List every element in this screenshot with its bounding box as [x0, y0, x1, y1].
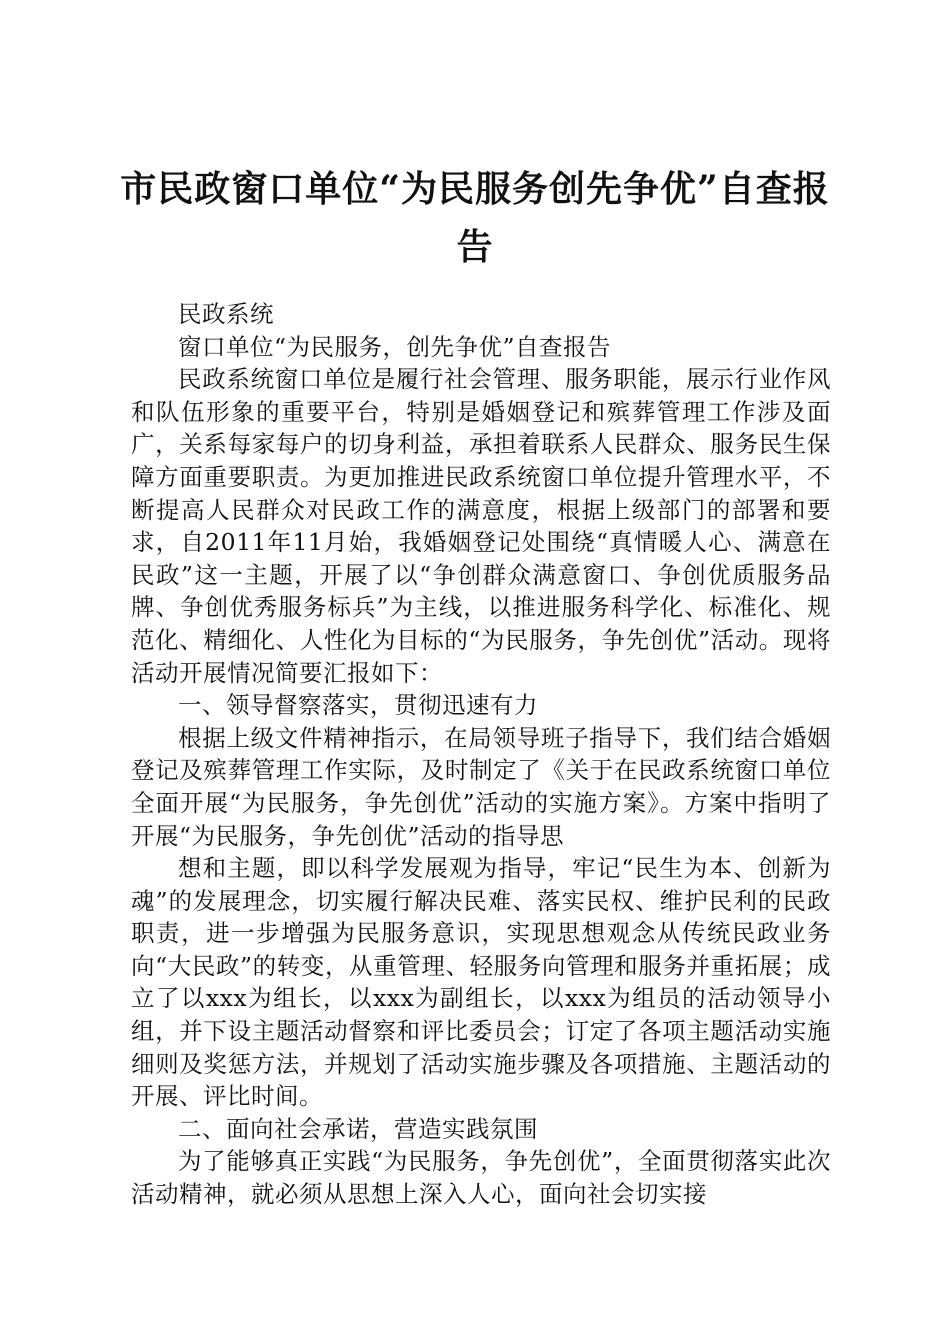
paragraph-department: 民政系统 — [178, 300, 274, 328]
section-heading-2: 二、面向社会承诺，营造实践氛围 — [178, 1114, 538, 1143]
paragraph-section-2: 为了能够真正实践“为民服务，争先创优”，全面贯彻落实此次活动精神，就必须从思想上深入人心，面向社会切实接 — [131, 1147, 831, 1209]
document-body — [131, 298, 831, 1211]
section-heading-1: 一、领导督察落实，贯彻迅速有力 — [178, 691, 538, 720]
paragraph-subtitle: 窗口单位“为民服务，创先争优”自查报告 — [178, 332, 612, 361]
document-title: 市民政窗口单位“为民服务创先争优”自查报告 — [120, 168, 830, 268]
paragraph-section-1b: 想和主题，即以科学发展观为指导，牢记“民生为本、创新为魂”的发展理念，切实履行解决民难、落实民权、维护民利的民政职责，进一步增强为民服务意识，实现思想观念从传统民政业务向“大民政”的转变，从重管理、轻服务向管理和服务并重拓展；成立了以xxx为组长，以xxx为副组长，以xxx为组员的活动领导小组，并下设主题活动督察和评比委员会；订定了各项主题活动实施细则及奖惩方法，并规划了活动实施步骤及各项措施、主题活动的开展、评比时间。 — [131, 854, 831, 1111]
paragraph-section-1a: 根据上级文件精神指示，在局领导班子指导下，我们结合婚姻登记及殡葬管理工作实际，及时制定了《关于在民政系统窗口单位全面开展“为民服务，争先创优”活动的实施方案》。方案中指明了开展“为民服务，争先创优”活动的指导思 — [131, 723, 831, 850]
paragraph-intro: 民政系统窗口单位是履行社会管理、服务职能，展示行业作风和队伍形象的重要平台，特别是婚姻登记和殡葬管理工作涉及面广，关系每家每户的切身利益，承担着联系人民群众、服务民生保障方面重要职责。为更加推进民政系统窗口单位提升管理水平，不断提高人民群众对民政工作的满意度，根据上级部门的部署和要求，自2011年11月始，我婚姻登记处围绕“真情暖人心、满意在民政”这一主题，开展了以“争创群众满意窗口、争创优质服务品牌、争创优秀服务标兵”为主线，以推进服务科学化、标准化、规范化、精细化、人性化为目标的“为民服务，争先创优”活动。现将活动开展情况简要汇报如下： — [131, 365, 831, 687]
